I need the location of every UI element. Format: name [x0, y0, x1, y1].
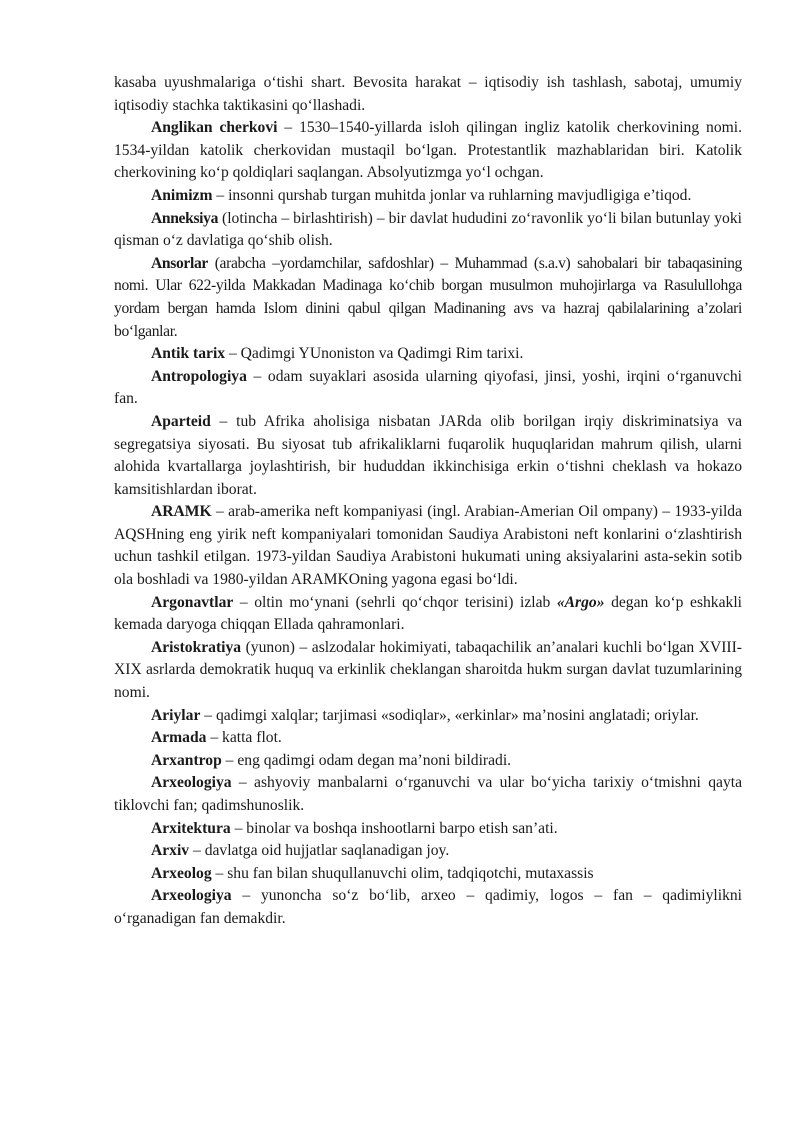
glossary-definition: – arab-amerika neft kompaniyasi (ingl. Arabian-Amerian Oil ompany) – 1933-yilda AQSHning eng yirik neft kompaniyalari tomonidan Saudiya Arabistoni neft konlarini o‘zlashtirish uchun tashkil etilgan. 1973-yildan Saudiya Arabistoni hukumati uning aksiyalarini asta-sekin sotib ola boshladi va 1980-yildan ARAMKOning yagona egasi bo‘ldi.: [114, 503, 742, 589]
glossary-term: Argonavtlar: [151, 593, 234, 611]
glossary-definition: – qadimgi xalqlar; tarjimasi «sodiqlar», «erkinlar» ma’nosini anglatadi; oriylar.: [200, 706, 699, 724]
glossary-emphasis: «Argo»: [556, 593, 605, 611]
glossary-term: Arxeolog: [151, 864, 212, 882]
glossary-definition: – Qadimgi YUnoniston va Qadimgi Rim tarixi.: [225, 345, 524, 363]
glossary-term: Antropologiya: [151, 367, 247, 385]
glossary-term: Arxeologiya: [151, 887, 232, 905]
glossary-entry: [114, 637, 742, 705]
glossary-definition: – binolar va boshqa inshootlarni barpo etish san’ati.: [230, 819, 558, 837]
glossary-definition: (yunon) – aslzodalar hokimiyati, tabaqachilik an’analari kuchli bo‘lgan XVIII-XIX asrlarda demokratik huquq va erkinlik cheklangan sharoitda hukm surgan davlat tuzumlarining nomi.: [114, 638, 742, 702]
glossary-entry: [114, 117, 742, 185]
glossary-term: Aristokratiya: [151, 638, 242, 656]
glossary-entry: [114, 705, 742, 728]
glossary-definition: – tub Afrika aholisiga nisbatan JARda olib borilgan irqiy diskriminatsiya va segregatsiya siyosati. Bu siyosat tub afrikaliklarni fuqarolik huquqlaridan mahrum qilish, ularni alohida kvartallarga joylashtirish, bir hududdan ikkinchisiga erkin o‘tishni cheklash va hokazo kamsitishlardan iborat.: [114, 412, 742, 498]
glossary-term: Armada: [151, 729, 207, 747]
glossary-entry: [114, 343, 742, 366]
glossary-definition: – eng qadimgi odam degan ma’noni bildiradi.: [221, 751, 512, 769]
glossary-term: Animizm: [151, 186, 213, 204]
glossary-definition: – ashyoviy manbalarni o‘rganuvchi va ular bo‘yicha tarixiy o‘tmishni qayta tiklovchi fan; qadimshunoslik.: [114, 774, 742, 814]
glossary-entry: [114, 208, 742, 253]
glossary-term: Arxeologiya: [151, 774, 232, 792]
document-page: [114, 72, 742, 931]
glossary-term: ARAMK: [151, 503, 212, 521]
glossary-term: Anneksiya: [151, 209, 219, 227]
glossary-definition: – yunoncha so‘z bo‘lib, arxeo – qadimiy, logos – fan – qadimiylikni o‘rganadigan fan demakdir.: [114, 887, 742, 927]
glossary-term: Ansorlar: [151, 254, 208, 272]
glossary-entry: [114, 253, 742, 343]
glossary-entry: [114, 727, 742, 750]
glossary-entry: [114, 366, 742, 411]
glossary-definition: – shu fan bilan shuqullanuvchi olim, tadqiqotchi, mutaxassis: [211, 864, 594, 882]
glossary-entry: [114, 840, 742, 863]
glossary-entry: [114, 772, 742, 817]
glossary-definition: (lotincha – birlashtirish) – bir davlat hududini zo‘ravonlik yo‘li bilan butunlay yoki qisman o‘z davlatiga qo‘shib olish.: [114, 209, 742, 250]
glossary-entry: [114, 592, 742, 637]
intro-paragraph: kasaba uyushmalariga o‘tishi shart. Bevosita harakat – iqtisodiy ish tashlash, sabotaj, umumiy iqtisodiy stachka taktikasini qo‘llashadi.: [114, 74, 742, 114]
glossary-term: Arxantrop: [151, 751, 222, 769]
glossary-definition: – davlatga oid hujjatlar saqlanadigan joy.: [189, 842, 450, 860]
glossary-term: Aparteid: [151, 412, 211, 430]
glossary-entry: [114, 411, 742, 501]
glossary-definition: – insonni qurshab turgan muhitda jonlar va ruhlarning mavjudligiga e’tiqod.: [212, 186, 692, 204]
glossary-entry: [114, 818, 742, 841]
glossary-term: Ariylar: [151, 706, 201, 724]
glossary-entry: [114, 501, 742, 591]
glossary-term: Anglikan cherkovi: [151, 119, 278, 137]
glossary-definition: – 1530–1540-yillarda isloh qilingan ingliz katolik cherkovining nomi. 1534-yildan katolik cherkovidan mustaqil bo‘lgan. Protestantlik mazhablaridan biri. Katolik cherkovining ko‘p qoldiqlari saqlangan. Absolyutizmga yo‘l ochgan.: [114, 119, 742, 182]
glossary-definition: – katta flot.: [206, 729, 282, 747]
glossary-definition-cont: degan ko‘p eshkakli kemada daryoga chiqqan Ellada qahramonlari.: [114, 593, 742, 634]
glossary-term: Arxitektura: [151, 819, 231, 837]
glossary-entry: [114, 863, 742, 886]
glossary-definition: – oltin mo‘ynani (sehrli qo‘chqor terisini) izlab: [233, 593, 557, 611]
glossary-definition: (arabcha –yordamchilar, safdoshlar) – Muhammad (s.a.v) sahobalari bir tabaqasining nomi. Ular 622-yilda Makkadan Madinaga ko‘chib borgan musulmon muhojirlarga va Rasulullohga yordam bergan hamda Islom dinini qabul qilgan Madinaning avs va hazraj qabilalarining a’zolari bo‘lganlar.: [114, 254, 742, 340]
glossary-term: Antik tarix: [151, 345, 226, 363]
glossary-term: Arxiv: [151, 842, 190, 860]
glossary-entry: [114, 885, 742, 930]
glossary-definition: – odam suyaklari asosida ularning qiyofasi, jinsi, yoshi, irqini o‘rganuvchi fan.: [114, 367, 742, 408]
glossary-entry: [114, 185, 742, 208]
glossary-entry: [114, 750, 742, 773]
